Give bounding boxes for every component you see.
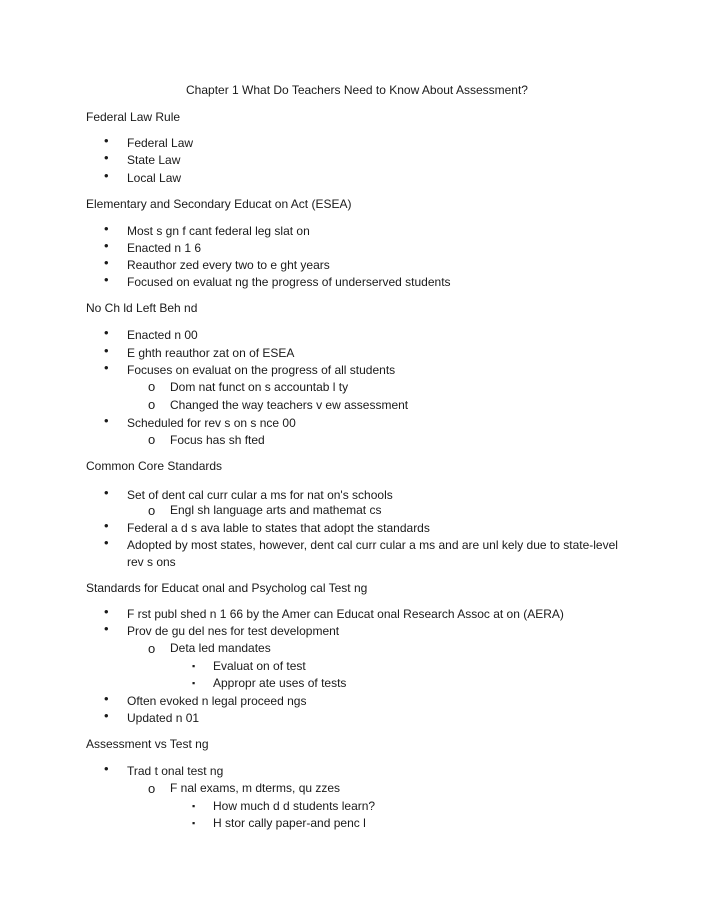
list-item: State Law (127, 153, 181, 167)
bullet-marker: • (104, 761, 109, 776)
sub-sub-list-item: How much d d students learn? (213, 799, 376, 813)
bullet-marker: • (104, 604, 109, 619)
list-item: Trad t onal test ng (127, 764, 224, 778)
bullet-marker: • (104, 343, 109, 358)
list-item: Enacted n 00 (127, 328, 198, 342)
sub-sub-bullet-marker: ▪ (192, 661, 196, 671)
sub-bullet-marker: o (148, 781, 156, 796)
list-item: F rst publ shed n 1 66 by the Amer can Educat onal Research Assoc at on (AERA) (127, 607, 564, 621)
bullet-marker: • (104, 238, 109, 253)
page-title: Chapter 1 What Do Teachers Need to Know About Assessment? (186, 83, 528, 97)
bullet-marker: • (104, 133, 109, 148)
sub-sub-list-item: H stor cally paper-and penc l (213, 816, 366, 830)
sub-list-item: Changed the way teachers v ew assessment (170, 398, 409, 412)
bullet-marker: • (104, 708, 109, 723)
sub-list-item: F nal exams, m dterms, qu zzes (170, 781, 341, 795)
sub-bullet-marker: o (148, 641, 156, 656)
sub-bullet-marker: o (148, 397, 156, 412)
bullet-marker: • (104, 325, 109, 340)
list-item: Scheduled for rev s on s nce 00 (127, 416, 296, 430)
bullet-marker: • (104, 255, 109, 270)
bullet-marker: • (104, 272, 109, 287)
bullet-marker: • (104, 413, 109, 428)
sub-list-item: Dom nat funct on s accountab l ty (170, 380, 349, 394)
bullet-marker: • (104, 691, 109, 706)
bullet-marker: • (104, 360, 109, 375)
list-item: Federal Law (127, 136, 194, 150)
list-item: Local Law (127, 171, 182, 185)
bullet-marker: • (104, 221, 109, 236)
section-heading: Standards for Educat onal and Psycholog cal Test ng (86, 581, 368, 595)
section-heading: Common Core Standards (86, 459, 223, 473)
bullet-marker: • (104, 535, 109, 550)
bullet-marker: • (104, 168, 109, 183)
bullet-marker: • (104, 485, 109, 500)
sub-list-item: Engl sh language arts and mathemat cs (170, 503, 382, 517)
section-heading: Assessment vs Test ng (86, 737, 209, 751)
list-item: Most s gn f cant federal leg slat on (127, 224, 310, 238)
bullet-marker: • (104, 621, 109, 636)
sub-bullet-marker: o (148, 503, 156, 518)
sub-list-item: Deta led mandates (170, 641, 271, 655)
sub-bullet-marker: o (148, 432, 156, 447)
sub-sub-bullet-marker: ▪ (192, 801, 196, 811)
list-item: Often evoked n legal proceed ngs (127, 694, 307, 708)
list-item: Adopted by most states, however, dent cal curr cular a ms and are unl kely due to state-level rev s ons (127, 538, 618, 569)
list-item: E ghth reauthor zat on of ESEA (127, 346, 295, 360)
list-item: Federal a d s ava lable to states that adopt the standards (127, 521, 430, 535)
sub-sub-list-item: Evaluat on of test (213, 659, 306, 673)
list-item: Reauthor zed every two to e ght years (127, 258, 330, 272)
bullet-marker: • (104, 150, 109, 165)
list-item: Set of dent cal curr cular a ms for nat on's schools (127, 488, 393, 502)
bullet-marker: • (104, 518, 109, 533)
section-heading: No Ch ld Left Beh nd (86, 301, 198, 315)
list-item: Prov de gu del nes for test development (127, 624, 340, 638)
list-item: Focuses on evaluat on the progress of all students (127, 363, 396, 377)
sub-list-item: Focus has sh fted (170, 433, 265, 447)
list-item: Focused on evaluat ng the progress of underserved students (127, 275, 451, 289)
section-heading: Elementary and Secondary Educat on Act (ESEA) (86, 197, 352, 211)
sub-sub-bullet-marker: ▪ (192, 818, 196, 828)
list-item: Updated n 01 (127, 711, 200, 725)
sub-sub-bullet-marker: ▪ (192, 678, 196, 688)
section-heading: Federal Law Rule (86, 110, 181, 124)
sub-sub-list-item: Appropr ate uses of tests (213, 676, 347, 690)
list-item: Enacted n 1 6 (127, 241, 202, 255)
sub-bullet-marker: o (148, 379, 156, 394)
